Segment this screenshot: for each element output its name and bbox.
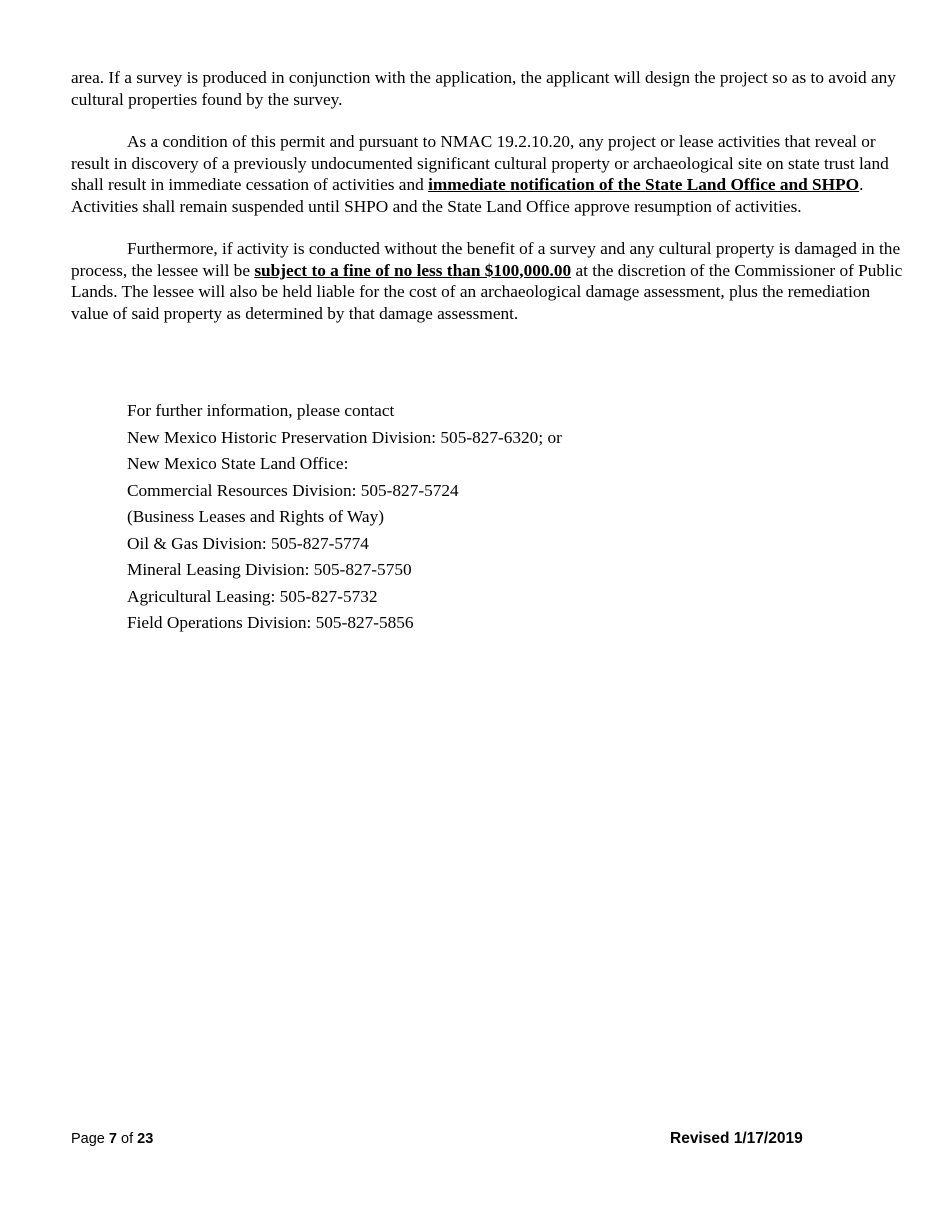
permit-condition-text-end: . Activities shall remain suspended until SHPO and the State Land Office approve resumption of activities. (71, 175, 864, 216)
contact-line: Field Operations Division: 505-827-5856 (127, 613, 414, 632)
revision-date: Revised 1/17/2019 (670, 1130, 803, 1147)
contact-list (127, 398, 562, 637)
fine-emphasis: subject to a fine of no less than $100,000.00 (254, 260, 572, 280)
contact-line: Oil & Gas Division: 505-827-5774 (127, 533, 369, 553)
fine-text-end: at the discretion of the Commissioner of Public Lands. The lessee will also be held liable for the cost of an archaeological damage assessment, plus the remediation value of said property as determined by that damage assessment. (71, 260, 903, 323)
paragraph-fine (71, 238, 905, 324)
paragraph-permit-condition (71, 131, 905, 217)
contact-line: Agricultural Leasing: 505-827-5732 (127, 586, 378, 606)
contact-line: For further information, please contact (127, 401, 395, 420)
contact-line: (Business Leases and Rights of Way) (127, 507, 384, 526)
contact-line: Commercial Resources Division: 505-827-5724 (127, 480, 459, 500)
permit-condition-text: As a condition of this permit and pursuant to NMAC 19.2.10.20, any project or lease activities that reveal or result in discovery of a previously undocumented significant cultural property or archaeological site on state trust land shall result in immediate cessation of activities and (71, 132, 889, 194)
page-number (71, 1131, 153, 1147)
contact-line: Mineral Leasing Division: 505-827-5750 (127, 560, 412, 579)
page-current: 7 (108, 1131, 117, 1147)
page-of: of (116, 1131, 138, 1147)
contact-line: New Mexico Historic Preservation Division: 505-827-6320; or (127, 427, 562, 447)
fine-text: Furthermore, if activity is conducted without the benefit of a survey and any cultural property is damaged in the process, the lessee will be (71, 239, 901, 280)
document-body (71, 67, 905, 324)
page-prefix: Page (71, 1131, 109, 1147)
contact-line: New Mexico State Land Office: (127, 454, 349, 473)
page-total: 23 (137, 1131, 154, 1147)
paragraph-survey: area. If a survey is produced in conjunction with the application, the applicant will design the project so as to avoid any cultural properties found by the survey. (71, 68, 896, 109)
notification-emphasis: immediate notification of the State Land Office and SHPO (428, 175, 860, 194)
